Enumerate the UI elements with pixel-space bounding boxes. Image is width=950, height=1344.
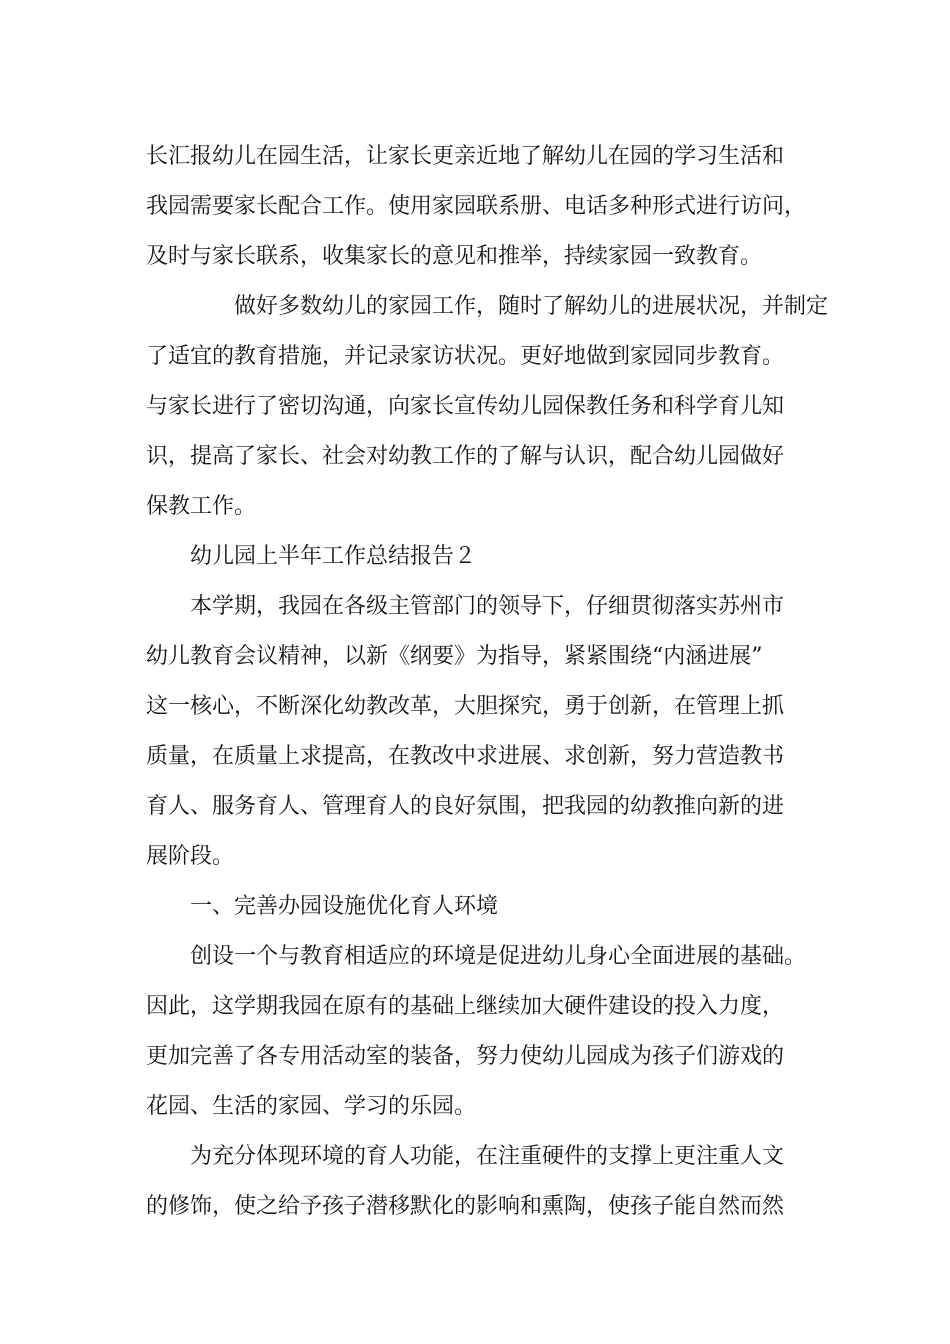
paragraph-environment xyxy=(146,932,820,1132)
text-line: 长汇报幼儿在园生活，让家长更亲近地了解幼儿在园的学习生活和 xyxy=(146,144,785,169)
text-line: 创设一个与教育相适应的环境是促进幼儿身心全面进展的基础。 xyxy=(190,944,807,969)
text-line: 质量，在质量上求提高，在教改中求进展、求创新，努力营造教书 xyxy=(146,744,785,769)
heading-line: 一、完善办园设施优化育人环境 xyxy=(190,894,499,919)
section-title-report-2 xyxy=(146,532,820,582)
text-line: 展阶段。 xyxy=(146,844,235,869)
heading-line: 幼儿园上半年工作总结报告２ xyxy=(190,544,477,569)
text-line: 的修饰，使之给予孩子潜移默化的影响和熏陶，使孩子能自然而然 xyxy=(146,1194,785,1219)
text-line: 保教工作。 xyxy=(146,494,257,519)
text-line: 更加完善了各专用活动室的装备，努力使幼儿园成为孩子们游戏的 xyxy=(146,1044,785,1069)
document-body xyxy=(146,132,829,1232)
section-heading-facilities xyxy=(146,882,820,932)
text-line: 花园、生活的家园、学习的乐园。 xyxy=(146,1094,477,1119)
text-line: 与家长进行了密切沟通，向家长宣传幼儿园保教任务和科学育儿知 xyxy=(146,394,785,419)
paragraph-semester-overview xyxy=(146,582,820,882)
paragraph-home-communication xyxy=(146,132,820,282)
paragraph-humanistic-environment xyxy=(146,1132,820,1232)
paragraph-home-visits xyxy=(146,282,829,532)
text-line: 了适宜的教育措施，并记录家访状况。更好地做到家园同步教育。 xyxy=(146,344,785,369)
text-line: 为充分体现环境的育人功能，在注重硬件的支撑上更注重人文 xyxy=(190,1144,785,1169)
text-line: 做好多数幼儿的家园工作，随时了解幼儿的进展状况，并制定 xyxy=(234,294,829,319)
text-line: 育人、服务育人、管理育人的良好氛围，把我园的幼教推向新的进 xyxy=(146,794,785,819)
text-line: 识，提高了家长、社会对幼教工作的了解与认识，配合幼儿园做好 xyxy=(146,444,785,469)
text-line: 幼儿教育会议精神，以新《纲要》为指导，紧紧围绕“内涵进展” xyxy=(146,644,763,669)
text-line: 我园需要家长配合工作。使用家园联系册、电话多种形式进行访问， xyxy=(146,194,807,219)
text-line: 因此，这学期我园在原有的基础上继续加大硬件建设的投入力度， xyxy=(146,994,785,1019)
text-line: 这一核心，不断深化幼教改革，大胆探究，勇于创新，在管理上抓 xyxy=(146,694,785,719)
text-line: 及时与家长联系，收集家长的意见和推举，持续家园一致教育。 xyxy=(146,244,763,269)
text-line: 本学期，我园在各级主管部门的领导下，仔细贯彻落实苏州市 xyxy=(190,594,785,619)
